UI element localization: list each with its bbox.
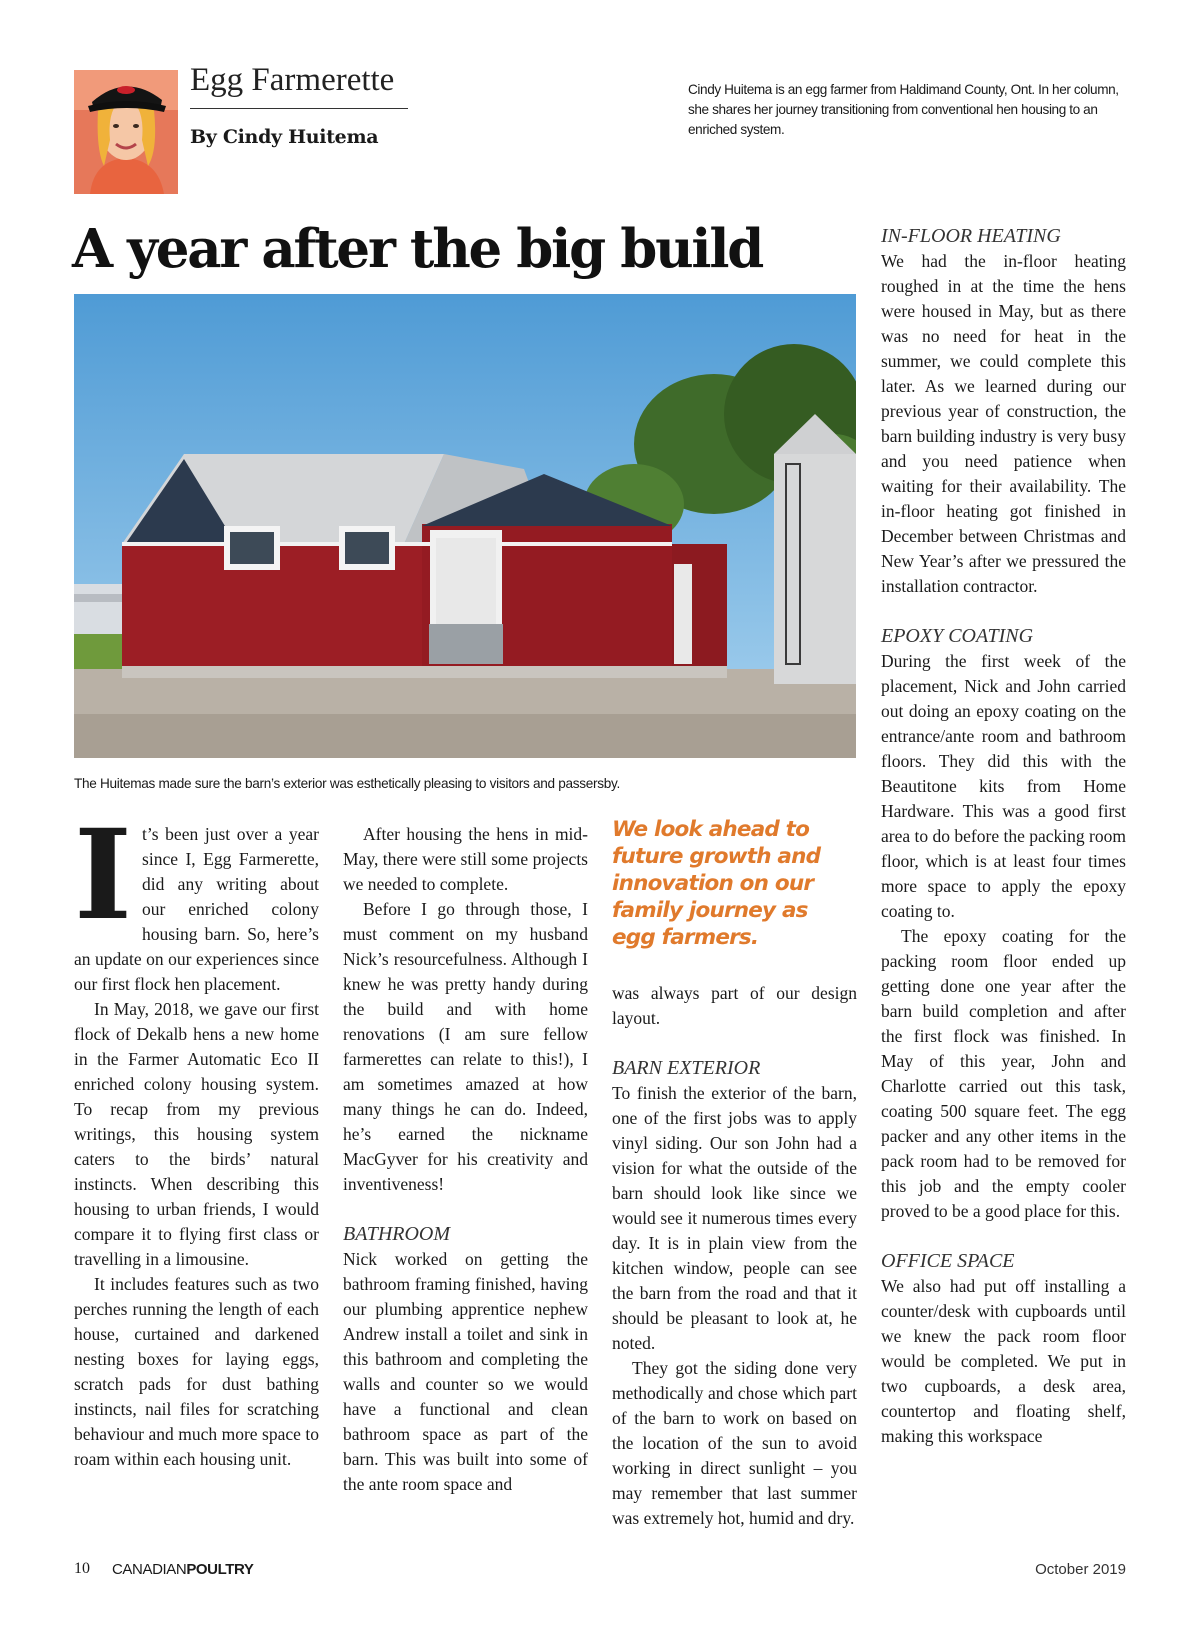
section-gap (881, 1224, 1126, 1249)
body-column-4 (881, 224, 1126, 1449)
body-paragraph: During the first week of the placement, Nick and John carried out doing an epoxy coating on the entrance/ante room and bathroom floors. They did this with the Beautitone kits from Home Hardware. This was a good first area to do before the packing room floor, which is at least four times more space to apply the epoxy coating to. (881, 651, 1126, 921)
byline: By Cindy Huitema (190, 126, 379, 148)
body-column-2 (343, 822, 588, 1497)
issue-date: October 2019 (1035, 1561, 1126, 1578)
author-bio: Cindy Huitema is an egg farmer from Haldimand County, Ont. In her column, she shares her journey transitioning from conventional hen housing to an enriched system. (688, 82, 1119, 137)
body-paragraph: In May, 2018, we gave our first flock of Dekalb hens a new home in the Farmer Automatic Eco II enriched colony housing system. To recap from my previous writings, this housing system caters to the birds’ natural instincts. When describing this housing to urban friends, I would compare it to flying first class or travelling in a limousine. (74, 999, 319, 1269)
body-paragraph: Nick worked on getting the bathroom framing finished, having our plumbing apprentice nephew Andrew install a toilet and sink in this bathroom and completing the walls and counter so we would have a functional and clean bathroom space as part of the barn. This was built into some of the ante room space and (343, 1249, 588, 1494)
section-gap (343, 1197, 588, 1222)
column-name: Egg Farmerette (190, 62, 395, 98)
author-headshot (74, 70, 178, 194)
body-paragraph: To finish the exterior of the barn, one of the first jobs was to apply vinyl siding. Our son John had a vision for what the outside of the barn should look like since we would see it numerous times every day. It is in plain view from the kitchen window, people can see the barn from the road and that it should be pleasant to look at, he noted. (612, 1083, 857, 1353)
body-paragraph: It includes features such as two perches running the length of each house, curtained and darkened nesting boxes for laying eggs, scratch pads for dust bathing instincts, nail files for scratching behaviour and much more space to roam within each housing unit. (74, 1274, 319, 1469)
section-gap (612, 1031, 857, 1056)
pull-quote: We look ahead to future growth and innovation on our family journey as egg farmers. (612, 817, 821, 950)
body-paragraph: t’s been just over a year since I, Egg Farmerette, did any writing about our enriched colony housing barn. So, here’s an update on our experiences since our first flock hen placement. (74, 824, 319, 994)
section-heading-in-floor-heating: IN-FLOOR HEATING (881, 225, 1061, 247)
magazine-name (112, 1561, 254, 1578)
drop-cap: I (74, 803, 133, 948)
headline: A year after the big build (72, 218, 763, 280)
body-column-3 (612, 816, 857, 1531)
section-gap (881, 599, 1126, 624)
page-number: 10 (74, 1560, 90, 1577)
photo-caption: The Huitemas made sure the barn’s exterior was esthetically pleasing to visitors and passersby. (74, 776, 620, 791)
body-paragraph: We also had put off installing a counter/desk with cupboards until we knew the pack room floor would be completed. We put in two cupboards, a desk area, countertop and floating shelf, making this workspace (881, 1276, 1126, 1446)
section-heading-epoxy-coating: EPOXY COATING (881, 625, 1034, 647)
body-paragraph: After housing the hens in mid-May, there were still some projects we needed to complete. (343, 824, 588, 894)
body-paragraph: We had the in-floor heating roughed in at the time the hens were housed in May, but as there was no need for heat in the summer, we could complete this later. As we learned during our previous year of construction, the barn building industry is very busy and you need patience when waiting for their availability. The in-floor heating got finished in December between Christmas and New Year’s after we pressured the installation contractor. (881, 251, 1126, 596)
column-name-rule (190, 108, 408, 109)
body-paragraph: Before I go through those, I must comment on my husband Nick’s resourcefulness. Although I knew he was pretty handy during the build and with home renovations (I am sure fellow farmerettes can relate to this!), I am sometimes amazed at how many things he can do. Indeed, he’s earned the nickname MacGyver for his creativity and inventiveness! (343, 899, 588, 1194)
body-column-1 (74, 803, 319, 1472)
body-paragraph: They got the siding done very methodically and chose which part of the barn to work on based on the location of the sun to avoid working in direct sunlight – you may remember that last summer was extremely hot, humid and dry. (612, 1358, 857, 1528)
section-heading-bathroom: BATHROOM (343, 1223, 451, 1245)
magazine-name-light: CANADIAN (112, 1561, 187, 1578)
barn-photo (74, 294, 856, 758)
body-paragraph: was always part of our design layout. (612, 983, 857, 1028)
section-heading-office-space: OFFICE SPACE (881, 1250, 1015, 1272)
section-heading-barn-exterior: BARN EXTERIOR (612, 1057, 761, 1079)
magazine-name-bold: POULTRY (186, 1561, 254, 1578)
body-paragraph: The epoxy coating for the packing room floor ended up getting done one year after the barn build completion and after the first flock was finished. In May of this year, John and Charlotte carried out this task, coating 500 square feet. The egg packer and any other items in the pack room had to be removed for this job and the empty cooler proved to be a good place for this. (881, 926, 1126, 1221)
